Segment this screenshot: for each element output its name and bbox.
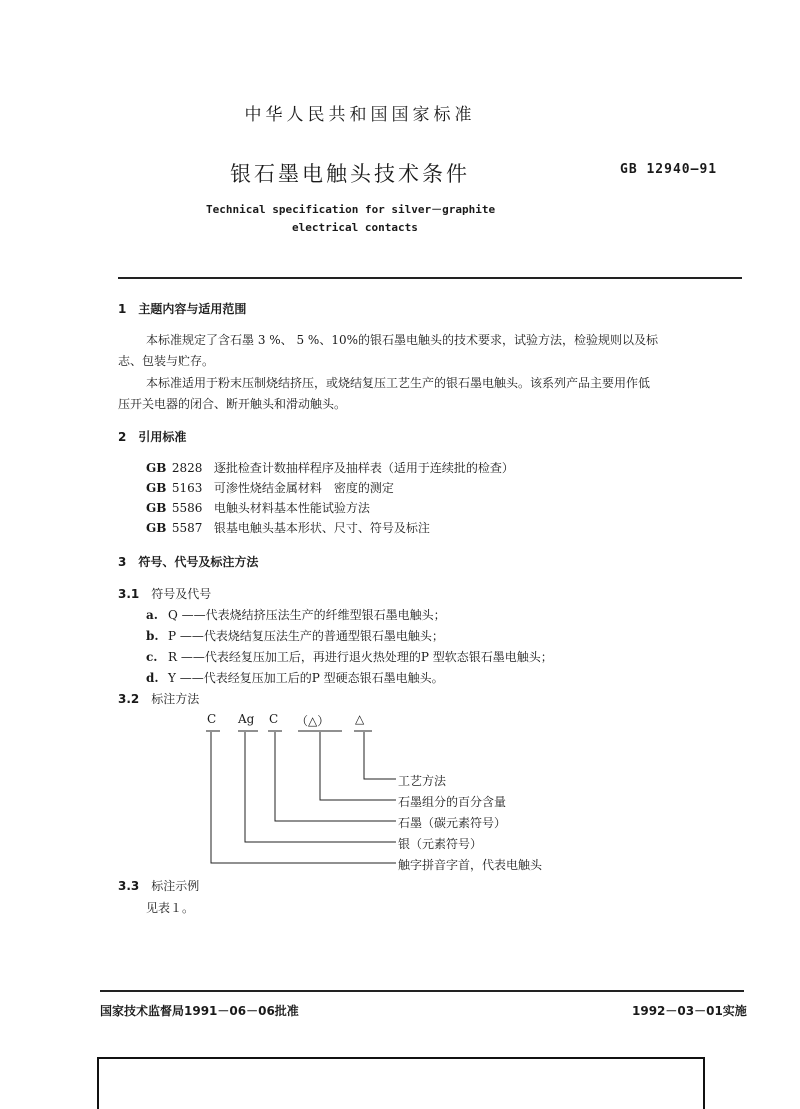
list-item-text: R ——代表经复压加工后，再进行退火热处理的P 型软态银石墨电触头； [168, 650, 553, 664]
document-title: 银石墨电触头技术条件 [230, 162, 470, 186]
reference-number: 5163 [171, 481, 203, 495]
section-2-heading: 2 引用标准 [118, 430, 187, 444]
implementation-date: 1992－03－01实施 [632, 1004, 747, 1018]
list-item-text: Y ——代表经复压加工后的P 型硬态银石墨电触头。 [168, 671, 444, 685]
section-1-paragraph-1-line-2: 志、包装与贮存。 [118, 354, 215, 368]
standard-organization: 中华人民共和国国家标准 [244, 105, 476, 125]
notation-label: 银（元素符号） [398, 837, 483, 851]
footer-rule [100, 990, 744, 992]
section-1-paragraph-1-line-1: 本标准规定了含石墨 3 %、 5 %、10%的银石墨电触头的技术要求，试验方法，检验规则以及标 [146, 333, 659, 347]
section-3-2-title: 标注方法 [151, 692, 200, 706]
english-title-line-1: Technical specification for silver－graphite [206, 203, 496, 216]
notation-symbol: （△） [296, 714, 330, 728]
reference-title: 逐批检查计数抽样程序及抽样表（适用于连续批的检查） [213, 461, 514, 475]
section-1-paragraph-2-line-1: 本标准适用于粉末压制烧结挤压，或烧结复压工艺生产的银石墨电触头。该系列产品主要用作低 [146, 376, 651, 390]
section-3-3-number: 3.3 [118, 879, 140, 893]
list-item-label: a. [146, 608, 158, 622]
reference-title: 电触头材料基本性能试验方法 [213, 501, 370, 515]
reference-code: GB [146, 461, 167, 475]
approval-info: 国家技术监督局1991－06－06批准 [100, 1004, 299, 1018]
reference-number: 5586 [171, 501, 203, 515]
list-item-label: b. [146, 629, 159, 643]
section-3-2-number: 3.2 [118, 692, 140, 706]
reference-number: 2828 [171, 461, 203, 475]
notation-label: 触字拼音字首，代表电触头 [398, 858, 543, 872]
next-page-table-frame [97, 1057, 705, 1109]
section-3-3-title: 标注示例 [151, 879, 200, 893]
notation-symbol: Ag [238, 712, 255, 726]
reference-title: 银基电触头基本形状、尺寸、符号及标注 [213, 521, 430, 535]
leader-line [364, 732, 396, 779]
notation-symbol: C [207, 712, 217, 726]
reference-code: GB [146, 501, 167, 515]
notation-label: 石墨组分的百分含量 [398, 795, 507, 809]
reference-code: GB [146, 481, 167, 495]
leader-line [320, 732, 396, 800]
standard-number: GB 12940—91 [620, 162, 718, 177]
notation-label: 工艺方法 [398, 774, 447, 788]
section-3-1-number: 3.1 [118, 587, 140, 601]
list-item-text: Q ——代表烧结挤压法生产的纤维型银石墨电触头； [168, 608, 446, 622]
leader-line [211, 732, 396, 863]
reference-code: GB [146, 521, 167, 535]
list-item-label: c. [146, 650, 158, 664]
section-3-1-title: 符号及代号 [151, 587, 212, 601]
leader-line [275, 732, 396, 821]
notation-symbol: C [269, 712, 279, 726]
english-title-line-2: electrical contacts [292, 221, 418, 234]
reference-title: 可渗性烧结金属材料 密度的测定 [213, 481, 394, 495]
list-item-label: d. [146, 671, 159, 685]
list-item-text: P ——代表烧结复压法生产的普通型银石墨电触头； [168, 629, 444, 643]
notation-label: 石墨（碳元素符号） [398, 816, 507, 830]
reference-number: 5587 [171, 521, 203, 535]
section-3-3-text: 见表１。 [146, 901, 195, 915]
section-3-3-heading [118, 877, 199, 894]
section-1-paragraph-2-line-2: 压开关电器的闭合、断开触头和滑动触头。 [118, 397, 347, 411]
notation-symbol: △ [355, 712, 365, 726]
section-1-heading: 1 主题内容与适用范围 [118, 302, 247, 316]
section-3-heading: 3 符号、代号及标注方法 [118, 555, 259, 569]
